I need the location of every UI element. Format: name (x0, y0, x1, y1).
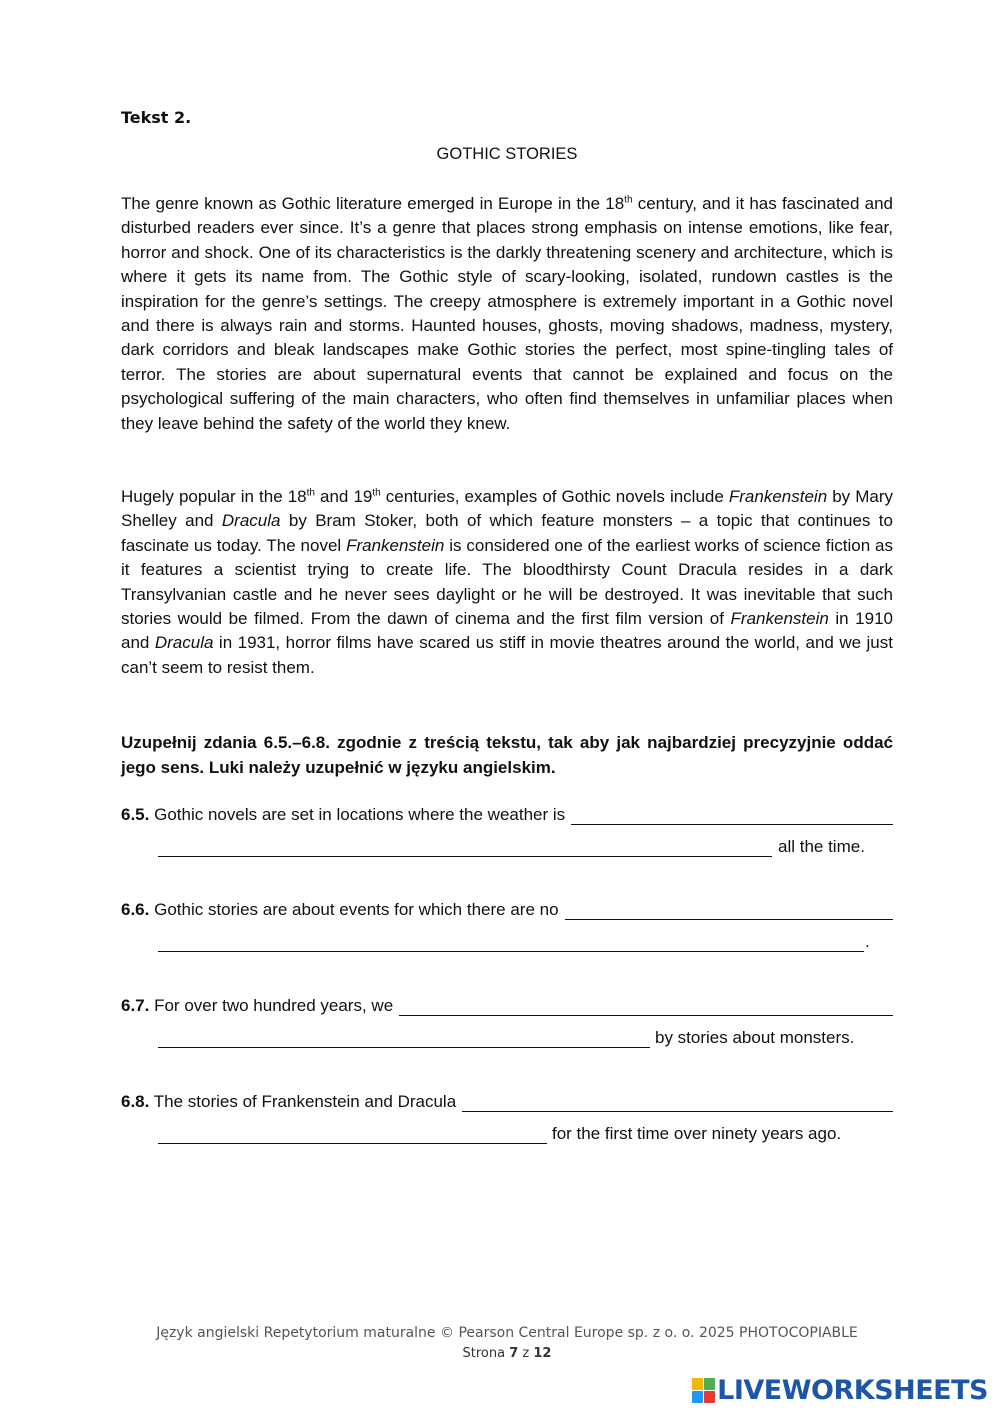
answer-6-8-gap-1[interactable] (462, 1095, 893, 1112)
question-number: 6.7. (121, 996, 150, 1015)
answer-6-5-gap-2[interactable] (158, 838, 772, 857)
question-text: Gothic stories are about events for which there are no (154, 900, 559, 919)
answer-6-7-gap-1[interactable] (399, 999, 893, 1016)
question-6-6 (121, 900, 893, 920)
answer-6-6-gap-2[interactable] (158, 933, 864, 952)
question-ending: . (865, 932, 870, 951)
question-6-7 (121, 996, 893, 1016)
question-number: 6.5. (121, 805, 150, 824)
question-text: For over two hundred years, we (154, 996, 394, 1015)
question-6-5 (121, 805, 893, 825)
liveworksheets-brand[interactable] (692, 1374, 988, 1406)
question-ending: by stories about monsters. (655, 1028, 855, 1047)
liveworksheets-logo-icon (692, 1378, 714, 1402)
footer-page-number: Strona 7 z 12 (462, 1346, 552, 1361)
question-number: 6.8. (121, 1092, 150, 1111)
question-6-8 (121, 1092, 893, 1112)
answer-6-5-gap-1[interactable] (571, 808, 893, 825)
question-text: Gothic novels are set in locations where the weather is (154, 805, 566, 824)
brand-name: LIVEWORKSHEETS (717, 1374, 988, 1406)
paragraph-1: The genre known as Gothic literature emerged in Europe in the 18th century, and it has fascinated and disturbed readers ever since. It’s a genre that places strong emphasis on intense emotions, like fear, horror and shock. One of its characteristics is the darkly threatening scenery and architecture, which is where it gets its name from. The Gothic style of scary-looking, isolated, rundown castles is the inspiration for the genre’s settings. The creepy atmosphere is extremely important in a Gothic novel and there is always rain and storms. Haunted houses, ghosts, moving shadows, madness, mystery, dark corridors and bleak landscapes make Gothic stories the perfect, most spine-tingling tales of terror. The stories are about supernatural events that cannot be explained and focus on the psychological suffering of the main characters, who often find themselves in unfamiliar places when they leave behind the safety of the world they knew. (121, 194, 894, 433)
footer-copyright: Język angielski Repetytorium maturalne © Pearson Central Europe sp. z o. o. 2025 PHOTOCOPIABLE (156, 1325, 858, 1341)
question-text: The stories of Frankenstein and Dracula (153, 1092, 457, 1111)
answer-6-8-gap-2[interactable] (158, 1125, 547, 1144)
task-instruction: Uzupełnij zdania 6.5.–6.8. zgodnie z treścią tekstu, tak aby jak najbardziej precyzyjnie oddać jego sens. Luki należy uzupełnić w języku angielskim. (121, 733, 893, 777)
paragraph-2: Hugely popular in the 18th and 19th centuries, examples of Gothic novels include Frankenstein by Mary Shelley and Dracula by Bram Stoker, both of which feature monsters – a topic that continues to fascinate us today. The novel Frankenstein is considered one of the earliest works of science fiction as it features a scientist trying to create life. The bloodthirsty Count Dracula resides in a dark Transylvanian castle and he never sees daylight or he will be destroyed. It was inevitable that such stories would be filmed. From the dawn of cinema and the first film version of Frankenstein in 1910 and Dracula in 1931, horror films have scared us stiff in movie theatres around the world, and we just can’t seem to resist them. (121, 487, 893, 677)
section-label: Tekst 2. (121, 108, 192, 127)
question-ending: all the time. (778, 837, 865, 856)
answer-6-6-gap-1[interactable] (565, 903, 893, 920)
text-title: GOTHIC STORIES (436, 145, 578, 163)
question-ending: for the first time over ninety years ago. (552, 1124, 842, 1143)
answer-6-7-gap-2[interactable] (158, 1029, 650, 1048)
question-number: 6.6. (121, 900, 150, 919)
